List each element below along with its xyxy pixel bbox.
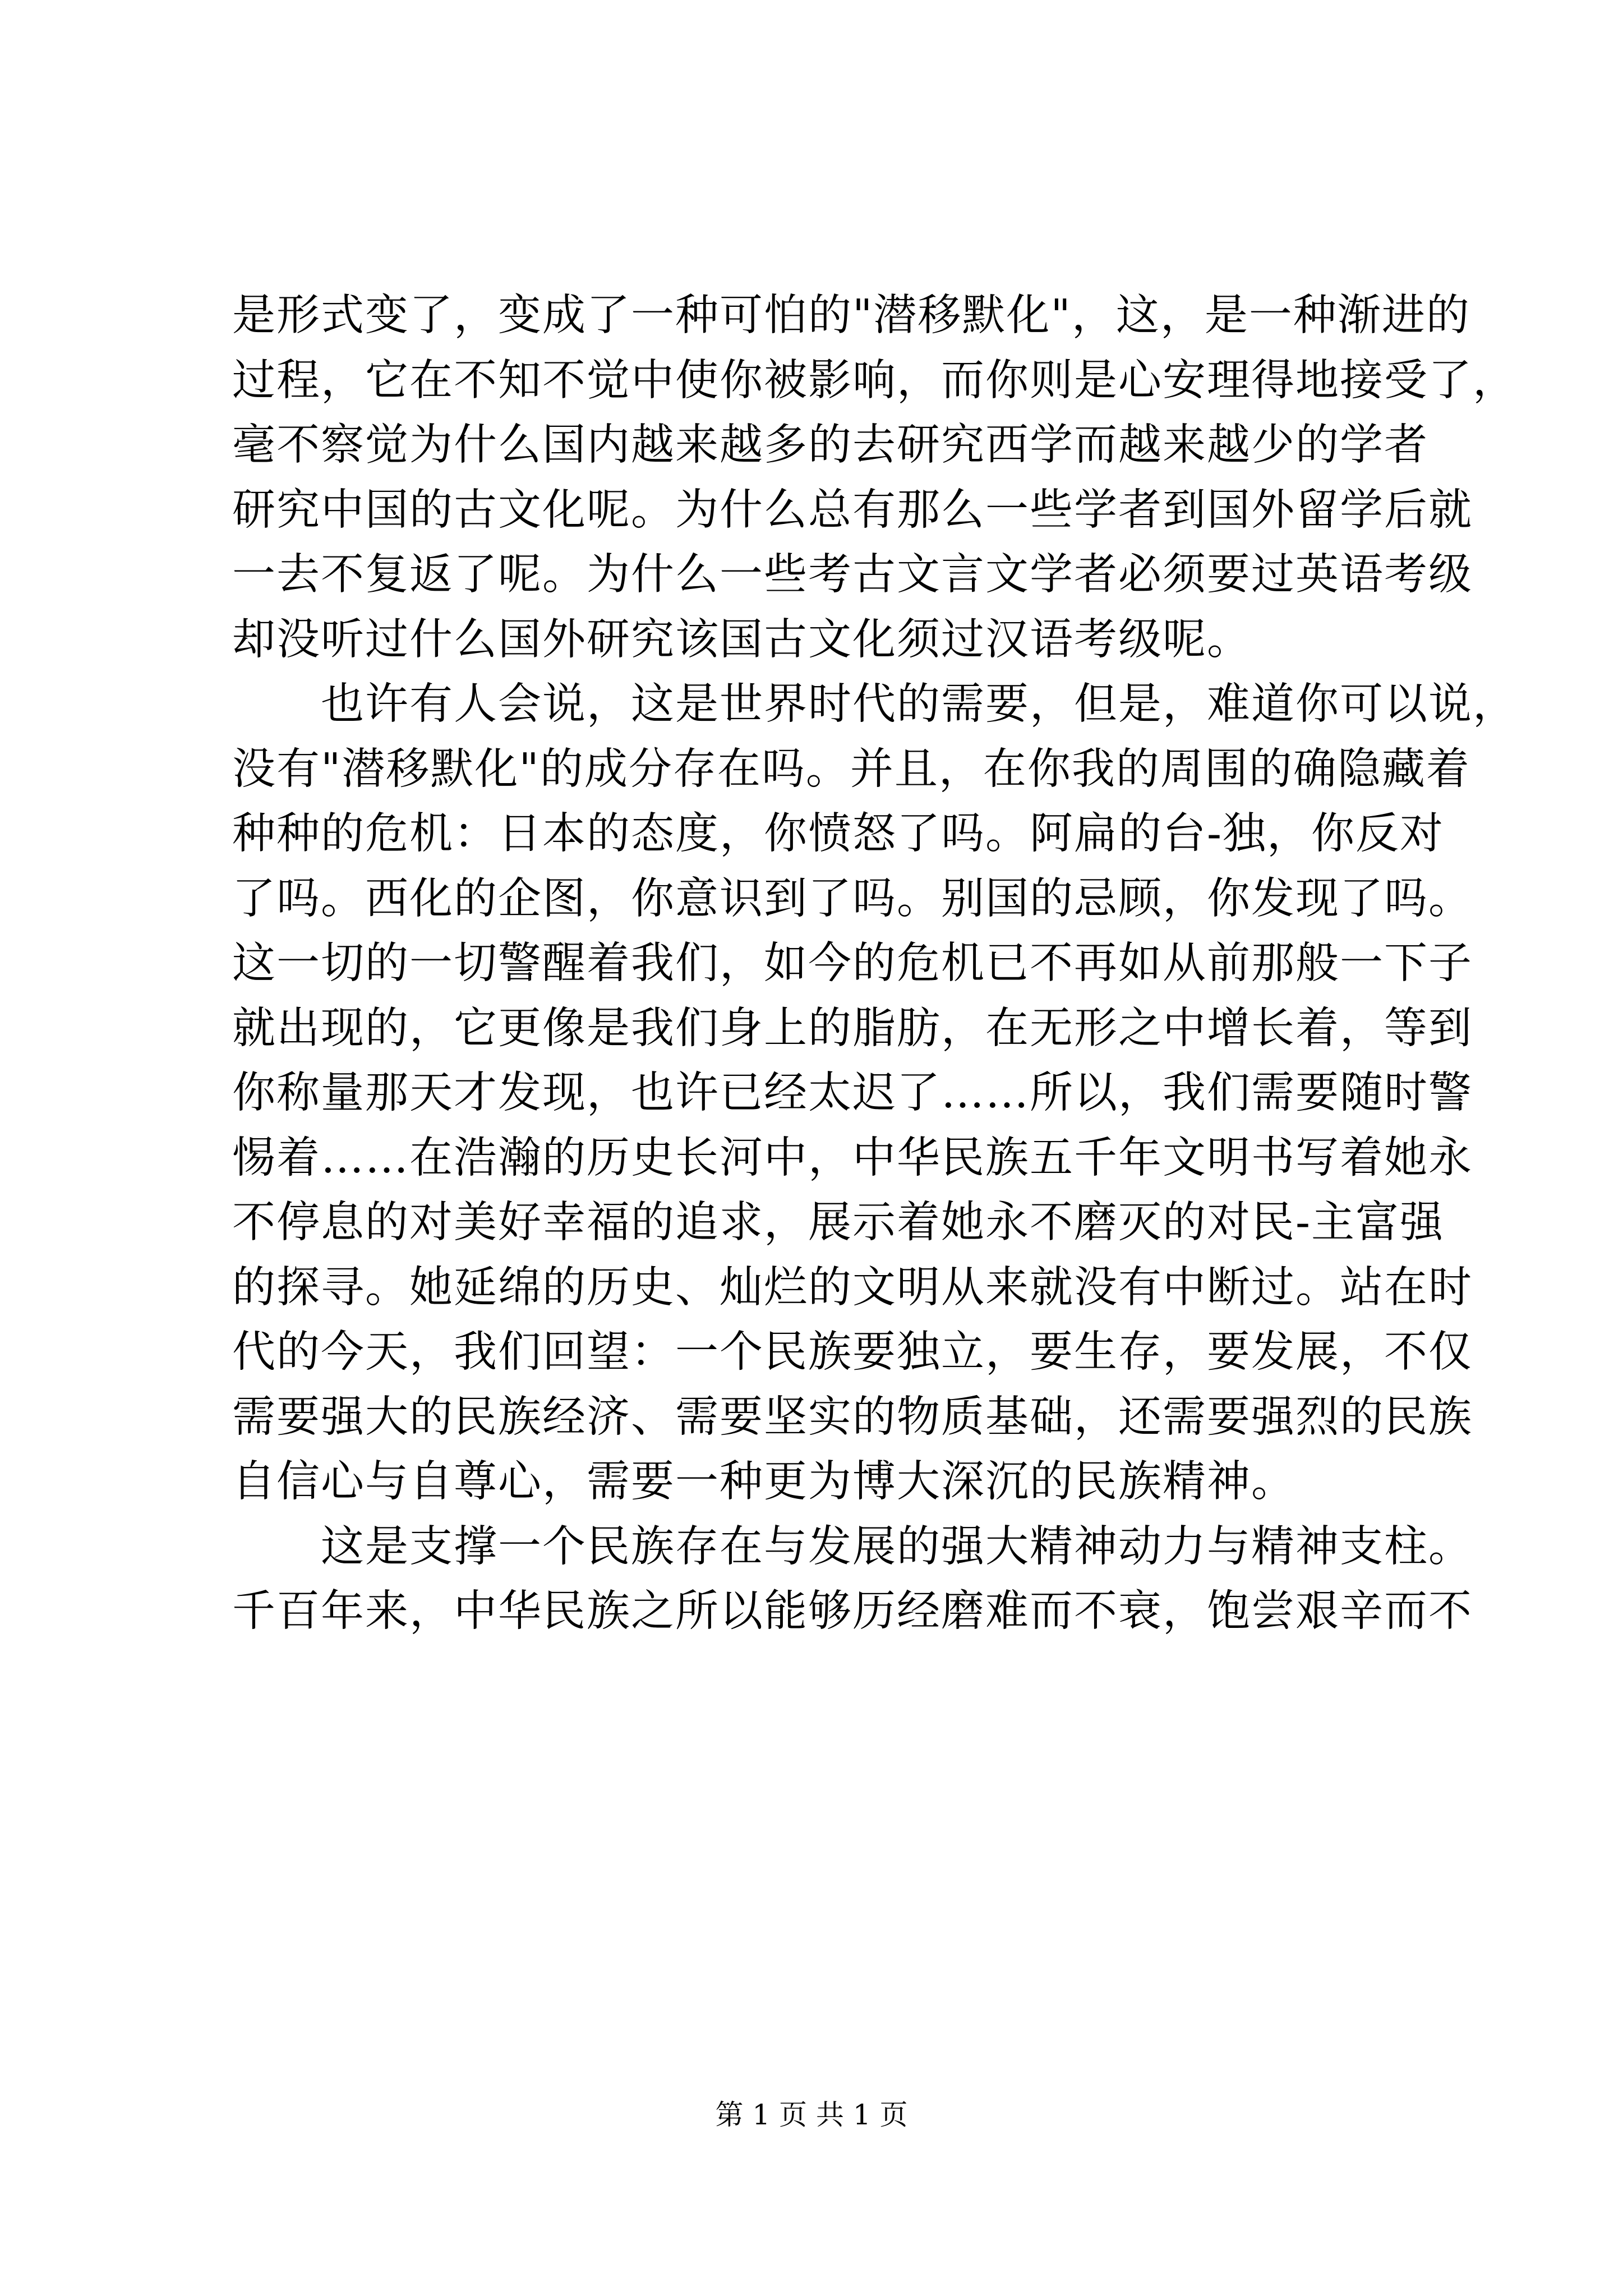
text-line: 不停息的对美好幸福的追求，展示着她永不磨灭的对民-主富强	[232, 1198, 1445, 1248]
text-line: 却没听过什么国外研究该国古文化须过汉语考级呢。	[232, 614, 1251, 665]
body-text	[232, 283, 1517, 1644]
text-line: 研究中国的古文化呢。为什么总有那么一些学者到国外留学后就	[232, 485, 1473, 535]
text-line: 就出现的，它更像是我们身上的脂肪，在无形之中增长着，等到	[232, 1003, 1473, 1053]
text-line: 千百年来，中华民族之所以能够历经磨难而不衰，饱尝艰辛而不	[232, 1586, 1473, 1636]
text-line: 了吗。西化的企图，你意识到了吗。别国的忌顾，你发现了吗。	[232, 873, 1473, 924]
text-line: 你称量那天才发现，也许已经太迟了……所以，我们需要随时警	[232, 1068, 1473, 1118]
text-line: 的探寻。她延绵的历史、灿烂的文明从来就没有中断过。站在时	[232, 1262, 1473, 1313]
text-line: 一去不复返了呢。为什么一些考古文言文学者必须要过英语考级	[232, 550, 1473, 600]
text-line: 毫不察觉为什么国内越来越多的去研究西学而越来越少的学者	[232, 420, 1428, 470]
text-line: 自信心与自尊心，需要一种更为博大深沉的民族精神。	[232, 1457, 1295, 1507]
text-line: 这一切的一切警醒着我们，如今的危机已不再如从前那般一下子	[232, 938, 1473, 988]
text-line: 代的今天，我们回望：一个民族要独立，要生存，要发展，不仅	[232, 1327, 1473, 1377]
text-line: 也许有人会说，这是世界时代的需要，但是，难道你可以说，	[232, 679, 1517, 729]
text-line: 惕着……在浩瀚的历史长河中，中华民族五千年文明书写着她永	[232, 1133, 1473, 1183]
text-line: 种种的危机：日本的态度，你愤怒了吗。阿扁的台-独，你反对	[232, 809, 1445, 859]
text-line: 需要强大的民族经济、需要坚实的物质基础，还需要强烈的民族	[232, 1392, 1473, 1442]
text-line: 是形式变了，变成了一种可怕的"潜移默化"，这，是一种渐进的	[232, 291, 1470, 341]
text-line: 没有"潜移默化"的成分存在吗。并且，在你我的周围的确隐藏着	[232, 744, 1470, 794]
page-footer: 第 1 页 共 1 页	[715, 2099, 908, 2131]
text-line: 过程，它在不知不觉中使你被影响，而你则是心安理得地接受了，	[232, 355, 1517, 406]
text-line: 这是支撑一个民族存在与发展的强大精神动力与精神支柱。	[232, 1521, 1473, 1572]
